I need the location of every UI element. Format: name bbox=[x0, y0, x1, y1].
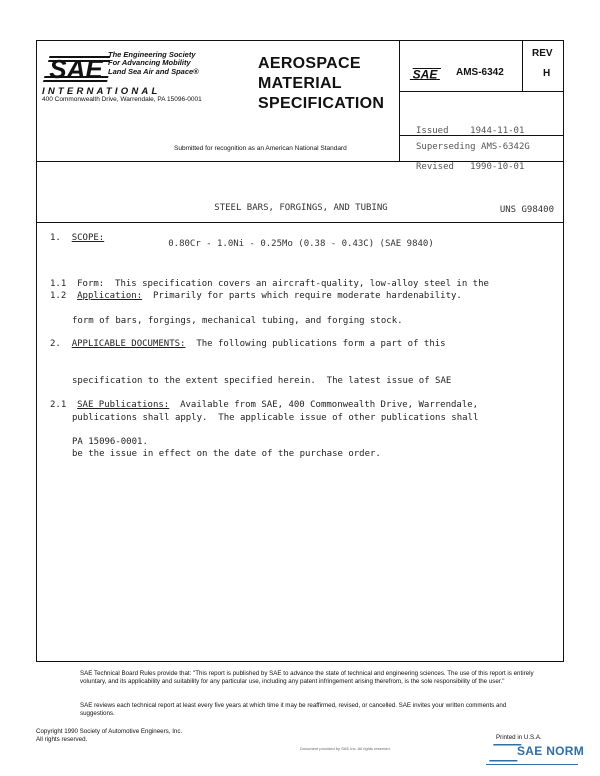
rev-label: REV bbox=[532, 48, 553, 59]
doc-box-left bbox=[399, 40, 400, 161]
section-2-1-title: SAE Publications: bbox=[77, 400, 170, 411]
submitted-note: Submitted for recognition as an American National Standard bbox=[174, 145, 347, 152]
rev-box-left bbox=[522, 40, 523, 91]
provided-note: Document provided by SAE Inc. All rights reserved. bbox=[300, 746, 391, 751]
doc-title-line-2: MATERIAL bbox=[258, 75, 342, 92]
doc-box-mid-h bbox=[399, 91, 564, 92]
tagline-line-3: Land Sea Air and Space® bbox=[108, 66, 199, 76]
section-2: 2. APPLICABLE DOCUMENTS: The following publications form a part of this specification to the extent specified herein. The latest issue of SAE publications shall apply. The applicable issue of other publications shall be the issue in effect on the date of the purchase order. bbox=[50, 339, 479, 460]
doc-title-line-1: AEROSPACE bbox=[258, 55, 361, 72]
revised-date: Revised 1990-10-01 bbox=[416, 162, 525, 172]
sae-small-logo-text: SAE bbox=[412, 67, 438, 81]
section-1-2-title: Application: bbox=[77, 291, 143, 301]
superseding: Superseding AMS-6342G bbox=[416, 142, 530, 152]
frame-left bbox=[36, 40, 37, 662]
doc-title-line-3: SPECIFICATION bbox=[258, 95, 385, 112]
review-note: SAE reviews each technical report at least every five years at which time it may be reaffirmed, revised, or cancelled. SAE invites your written comments and suggestions. bbox=[80, 702, 507, 717]
printed-in: Printed in U.S.A. bbox=[496, 734, 542, 741]
rev-value: H bbox=[543, 68, 551, 79]
uns-number: UNS G98400 bbox=[499, 205, 554, 215]
frame-top bbox=[36, 40, 564, 41]
tagline bbox=[108, 51, 199, 76]
section-1-2: 1.2 Application: Primarily for parts which require moderate hardenability. bbox=[50, 291, 462, 301]
doc-title bbox=[258, 54, 384, 114]
copyright: Copyright 1990 Society of Automotive Engineers, Inc. All rights reserved. bbox=[36, 728, 183, 743]
international-label: INTERNATIONAL bbox=[42, 86, 161, 97]
sae-logo-text: SAE bbox=[49, 54, 103, 84]
issued-date: Issued 1944-11-01 bbox=[416, 126, 525, 136]
sae-small-logo bbox=[409, 67, 441, 81]
section-1-title: SCOPE: bbox=[71, 233, 105, 243]
subject-block bbox=[40, 178, 562, 262]
subject-line-2: 0.80Cr - 1.0Ni - 0.25Mo (0.38 - 0.43C) (SAE 9840) bbox=[168, 239, 434, 249]
technical-board-note: SAE Technical Board Rules provide that: "This report is published by SAE to advance the state of technical and engineering sciences. The use of this report is entirely voluntary, and its applicability and suitability for any particular use, including any patent infringement arising therefrom, is the sole responsibility of the user." bbox=[80, 670, 534, 685]
address: 400 Commonwealth Drive, Warrendale, PA 15096-0001 bbox=[42, 96, 202, 103]
section-1-1-lead: Form: bbox=[77, 279, 105, 290]
registered-mark: ® bbox=[193, 66, 199, 76]
tagline-line-2: For Advancing Mobility bbox=[108, 58, 191, 68]
tagline-line-1: The Engineering Society bbox=[108, 50, 196, 59]
sae-logo bbox=[42, 54, 110, 84]
sae-norm-text: SAE NORM bbox=[517, 744, 585, 758]
section-2-1: 2.1 SAE Publications: Available from SAE, 400 Commonwealth Drive, Warrendale, PA 15096-0001. bbox=[50, 400, 479, 448]
doc-number: AMS-6342 bbox=[456, 67, 504, 78]
section-2-title: APPLICABLE DOCUMENTS: bbox=[71, 339, 186, 350]
frame-bottom bbox=[36, 661, 564, 662]
subject-line-1: STEEL BARS, FORGINGS, AND TUBING bbox=[214, 203, 388, 213]
section-1: 1. SCOPE: bbox=[50, 233, 105, 243]
frame-right bbox=[563, 40, 564, 662]
section-1-1: 1.1 Form: This specification covers an aircraft-quality, low-alloy steel in the form of bars, forgings, mechanical tubing, and forging stock. bbox=[50, 279, 489, 327]
